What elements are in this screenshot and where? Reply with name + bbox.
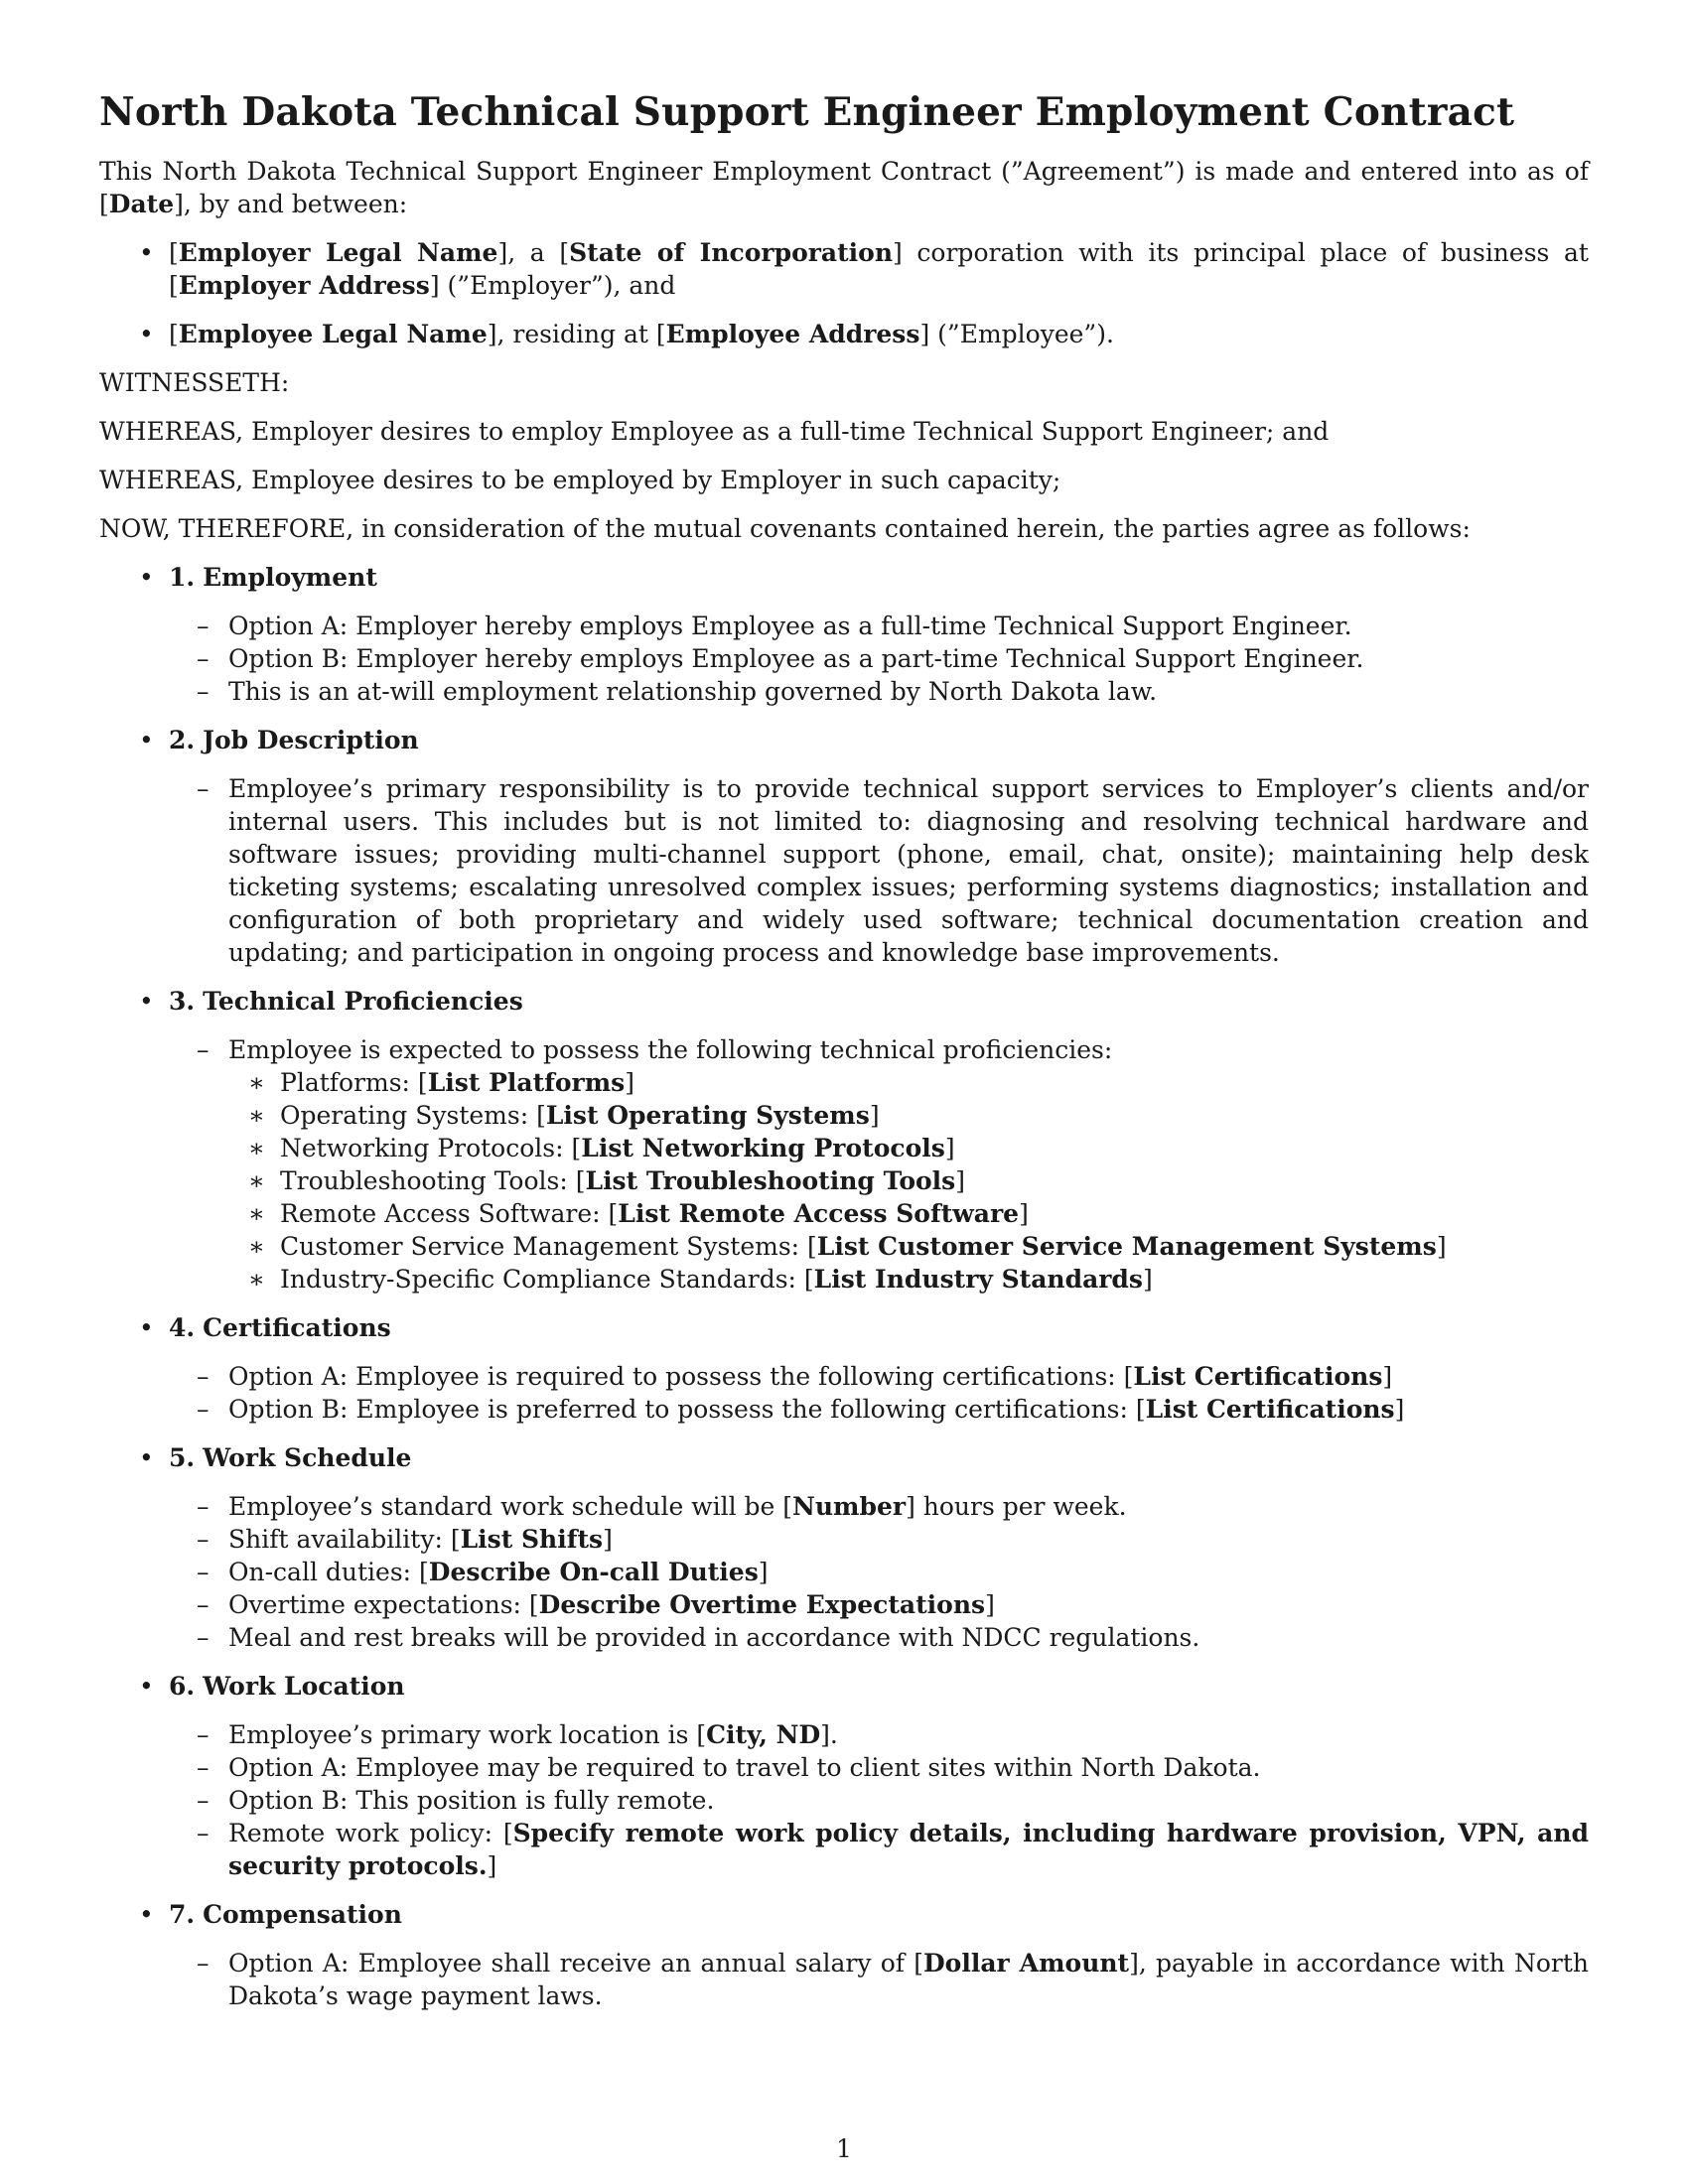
section-work-schedule bbox=[99, 1441, 1589, 1654]
list-item: – Option A: Employer hereby employs Employee as a full-time Technical Support Engineer. bbox=[169, 610, 1589, 642]
list-item: ∗ Operating Systems: [List Operating Systems] bbox=[228, 1099, 1589, 1132]
list-item: – Employee’s primary work location is [City, ND]. bbox=[169, 1718, 1589, 1751]
list-item: – This is an at-will employment relationship governed by North Dakota law. bbox=[169, 675, 1589, 708]
section-heading: • 6. Work Location bbox=[169, 1672, 405, 1701]
list-item: ∗ Troubleshooting Tools: [List Troubleshooting Tools] bbox=[228, 1164, 1589, 1197]
section-heading: • 1. Employment bbox=[169, 563, 377, 592]
party-employee: • [Employee Legal Name], residing at [Employee Address] (”Employee”). bbox=[99, 318, 1589, 350]
list-item: – Employee’s standard work schedule will be [Number] hours per week. bbox=[169, 1490, 1589, 1523]
page-number: 1 bbox=[836, 2134, 852, 2163]
list-item: – Option A: Employee may be required to travel to client sites within North Dakota. bbox=[169, 1751, 1589, 1784]
witnesseth: WITNESSETH: bbox=[99, 368, 290, 397]
whereas-employer: WHEREAS, Employer desires to employ Employee as a full-time Technical Support Engineer; and bbox=[99, 417, 1330, 446]
section-compensation bbox=[99, 1898, 1589, 2012]
section-certifications bbox=[99, 1311, 1589, 1426]
list-item: – On-call duties: [Describe On-call Duties] bbox=[169, 1556, 1589, 1588]
list-item: – Employee’s primary responsibility is to provide technical support services to Employer’s clients and/or internal users. This includes but is not limited to: diagnosing and resolving technical hardware and software issues; providing multi-channel support (phone, email, chat, onsite); maintaining help desk ticketing systems; escalating unresolved complex issues; performing systems diagnostics; installation and configuration of both proprietary and widely used software; technical documentation creation and updating; and participation in ongoing process and knowledge base improvements. bbox=[169, 772, 1589, 969]
list-item: ∗ Remote Access Software: [List Remote Access Software] bbox=[228, 1197, 1589, 1230]
whereas-employee: WHEREAS, Employee desires to be employed by Employer in such capacity; bbox=[99, 466, 1061, 494]
parties-list bbox=[99, 236, 1589, 350]
section-heading: • 7. Compensation bbox=[169, 1900, 402, 1929]
list-item: – Option B: Employer hereby employs Employee as a part-time Technical Support Engineer. bbox=[169, 642, 1589, 675]
document-title: North Dakota Technical Support Engineer Employment Contract bbox=[99, 89, 1515, 135]
section-technical-proficiencies bbox=[99, 985, 1589, 1296]
list-item: – Employee is expected to possess the following technical proficiencies: ∗ Platforms: [List Platforms] ∗ Operating Systems: [List Operating Systems] ∗ Networking Protocols: [List Networking Protocols] ∗ Troubleshooting Tools: [List Troubleshooting Tools] ∗ Remote Access Software: [List Remote Access Software] ∗ Customer Service Management Systems: [List Customer Service Management Systems] ∗ Industry-Specific Compliance Standards: [List Industry Standards] bbox=[169, 1033, 1589, 1296]
section-employment bbox=[99, 561, 1589, 708]
sections-list bbox=[99, 561, 1589, 2012]
section-heading: • 5. Work Schedule bbox=[169, 1443, 412, 1472]
section-work-location bbox=[99, 1670, 1589, 1882]
list-item: ∗ Industry-Specific Compliance Standards: [List Industry Standards] bbox=[228, 1263, 1589, 1296]
list-item: – Option B: This position is fully remote. bbox=[169, 1784, 1589, 1817]
list-item: ∗ Networking Protocols: [List Networking Protocols] bbox=[228, 1132, 1589, 1164]
list-item: – Remote work policy: [Specify remote work policy details, including hardware provision, VPN, and security protocols.] bbox=[169, 1817, 1589, 1882]
list-item: – Option A: Employee shall receive an annual salary of [Dollar Amount], payable in accordance with North Dakota’s wage payment laws. bbox=[169, 1947, 1589, 2012]
list-item: – Shift availability: [List Shifts] bbox=[169, 1523, 1589, 1556]
list-item: – Option A: Employee is required to possess the following certifications: [List Certifications] bbox=[169, 1360, 1589, 1393]
section-job-description bbox=[99, 724, 1589, 969]
list-item: – Meal and rest breaks will be provided in accordance with NDCC regulations. bbox=[169, 1621, 1589, 1654]
date-placeholder: Date bbox=[108, 190, 175, 218]
now-therefore: NOW, THEREFORE, in consideration of the mutual covenants contained herein, the parties agree as follows: bbox=[99, 514, 1471, 543]
section-heading: • 4. Certifications bbox=[169, 1313, 391, 1342]
list-item: ∗ Platforms: [List Platforms] bbox=[228, 1066, 1589, 1099]
list-item: ∗ Customer Service Management Systems: [List Customer Service Management Systems] bbox=[228, 1230, 1589, 1263]
section-heading: • 3. Technical Proficiencies bbox=[169, 987, 523, 1016]
list-item: – Option B: Employee is preferred to possess the following certifications: [List Certifications] bbox=[169, 1393, 1589, 1426]
intro-paragraph: This North Dakota Technical Support Engineer Employment Contract (”Agreement”) is made and entered into as of [Date], by and between: bbox=[99, 157, 1589, 218]
section-heading: • 2. Job Description bbox=[169, 726, 419, 754]
list-item: – Overtime expectations: [Describe Overtime Expectations] bbox=[169, 1588, 1589, 1621]
party-employer: • [Employer Legal Name], a [State of Incorporation] corporation with its principal place of business at [Employer Address] (”Employer”), and bbox=[99, 236, 1589, 302]
document-page bbox=[99, 87, 1589, 2028]
